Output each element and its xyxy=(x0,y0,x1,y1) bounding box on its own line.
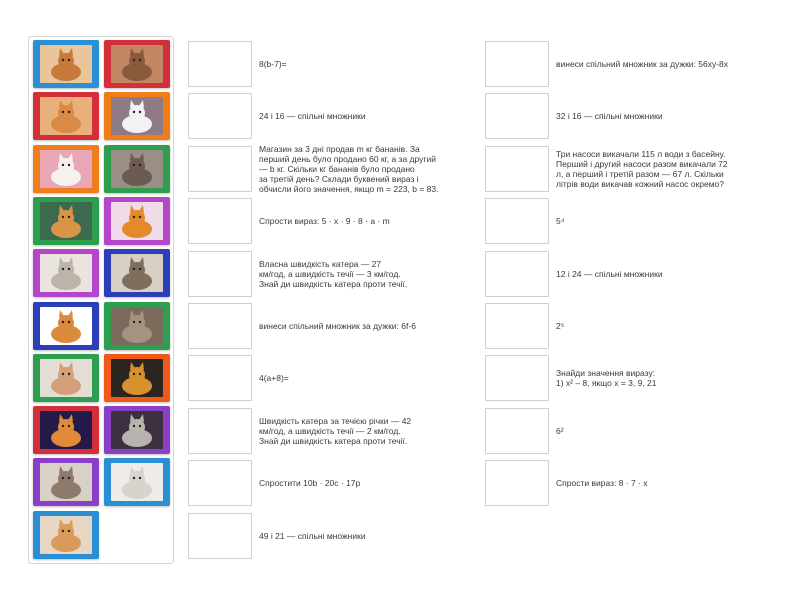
right-drop-slot-3[interactable] xyxy=(485,146,549,192)
left-prompt-2: 24 і 16 — спільні множники xyxy=(259,111,366,122)
right-drop-slot-8[interactable] xyxy=(485,408,549,454)
right-drop-slot-6[interactable] xyxy=(485,303,549,349)
tile-grumpy-cat[interactable] xyxy=(33,458,99,506)
cat-photo xyxy=(111,307,163,345)
tile-cat-sleeping-pink[interactable] xyxy=(33,145,99,193)
right-prompt-2: 32 і 16 — спільні множники xyxy=(556,111,663,122)
right-drop-slot-5[interactable] xyxy=(485,251,549,297)
cat-photo xyxy=(111,359,163,397)
tile-cat-hanging-orange[interactable] xyxy=(33,302,99,350)
cat-photo xyxy=(40,254,92,292)
tile-cat-standing-grey[interactable] xyxy=(104,406,170,454)
tile-cat-with-laptop[interactable] xyxy=(104,458,170,506)
left-drop-slot-10[interactable] xyxy=(188,513,252,559)
tile-cat-group[interactable] xyxy=(104,145,170,193)
tile-cat-white-face[interactable] xyxy=(33,249,99,297)
cat-photo xyxy=(40,516,92,554)
left-prompt-5: Власна швидкість катера — 27 км/год, а швидкість течії — 3 км/год. Знай ди швидкість катера проти течії. xyxy=(259,258,408,289)
right-drop-slot-7[interactable] xyxy=(485,355,549,401)
left-drop-slot-7[interactable] xyxy=(188,355,252,401)
cat-photo xyxy=(40,97,92,135)
tile-cat-space[interactable] xyxy=(33,406,99,454)
tile-cat-cartoon-orange[interactable] xyxy=(104,197,170,245)
tile-cat-on-rug[interactable] xyxy=(104,92,170,140)
cat-photo xyxy=(111,202,163,240)
left-prompt-8: Швидкість катера за течією річки — 42 км/год, а швидкість течії — 2 км/год. Знай ди швидкість катера проти течії. xyxy=(259,415,412,446)
right-prompt-9: Спрости вираз: 8 · 7 · x xyxy=(556,478,648,489)
right-prompt-5: 12 і 24 — спільні множники xyxy=(556,268,663,279)
tile-cat-orange-lying[interactable] xyxy=(33,92,99,140)
tile-puss-in-boots[interactable] xyxy=(33,197,99,245)
cat-photo xyxy=(111,150,163,188)
right-drop-slot-4[interactable] xyxy=(485,198,549,244)
right-prompt-1: винеси спільний множник за дужки: 56xy-8x xyxy=(556,59,729,69)
left-drop-slot-9[interactable] xyxy=(188,460,252,506)
left-drop-slot-3[interactable] xyxy=(188,146,252,192)
cat-photo xyxy=(40,307,92,345)
right-prompt-3: Три насоси викачали 115 л води з басейну. Перший і другий насоси разом викачали 72 л, а перший і третій разом — 67 л. Скільки літрів води викачав кожний насос окремо? xyxy=(556,148,728,189)
left-drop-slot-2[interactable] xyxy=(188,93,252,139)
left-drop-slot-4[interactable] xyxy=(188,198,252,244)
tile-cat-tabby-sofa[interactable] xyxy=(104,302,170,350)
cat-photo xyxy=(40,359,92,397)
right-drop-slot-2[interactable] xyxy=(485,93,549,139)
right-drop-slot-9[interactable] xyxy=(485,460,549,506)
cat-photo xyxy=(40,202,92,240)
cat-photo xyxy=(111,463,163,501)
cat-photo xyxy=(111,411,163,449)
cat-photo xyxy=(111,254,163,292)
left-prompt-10: 49 і 21 — спільні множники xyxy=(259,530,366,541)
cat-photo xyxy=(40,150,92,188)
left-prompt-3: Магазин за 3 дні продав m кг бананів. За перший день було продано 60 кг, а за другий — b кг. Скільки кг бананів було продано за третій день? Склади буквений вираз і обчисли його значення, якщо m = 223, b = 83. xyxy=(259,143,439,194)
right-prompt-4: 5⁴ xyxy=(556,216,565,227)
tile-cat-on-radiator[interactable] xyxy=(33,354,99,402)
left-drop-slot-6[interactable] xyxy=(188,303,252,349)
left-drop-slot-8[interactable] xyxy=(188,408,252,454)
left-prompt-7: 4(a+8)= xyxy=(259,373,289,384)
left-drop-slot-5[interactable] xyxy=(188,251,252,297)
cat-photo xyxy=(111,97,163,135)
left-prompt-4: Спрости вираз: 5 · x · 9 · 8 · a · m xyxy=(259,216,390,227)
right-drop-slot-1[interactable] xyxy=(485,41,549,87)
left-prompt-1: 8(b-7)= xyxy=(259,59,287,69)
right-prompt-6: 2⁵ xyxy=(556,321,565,331)
right-prompt-7: Знайди значення виразу: 1) x² – 8, якщо x = 3, 9, 21 xyxy=(556,368,657,389)
tile-puss-eyes[interactable] xyxy=(104,354,170,402)
tile-cat-tabby-stretch[interactable] xyxy=(104,249,170,297)
cat-photo xyxy=(40,463,92,501)
tile-cat-jumping[interactable] xyxy=(33,40,99,88)
left-prompt-6: винеси спільний множник за дужки: 6f-6 xyxy=(259,321,416,331)
left-drop-slot-1[interactable] xyxy=(188,41,252,87)
cat-photo xyxy=(40,45,92,83)
tile-cat-closeup[interactable] xyxy=(104,40,170,88)
cat-photo xyxy=(111,45,163,83)
left-prompt-9: Спростити 10b · 20c · 17p xyxy=(259,478,361,489)
right-prompt-8: 6² xyxy=(556,425,564,436)
tile-cat-stretching-orange[interactable] xyxy=(33,511,99,559)
cat-photo xyxy=(40,411,92,449)
